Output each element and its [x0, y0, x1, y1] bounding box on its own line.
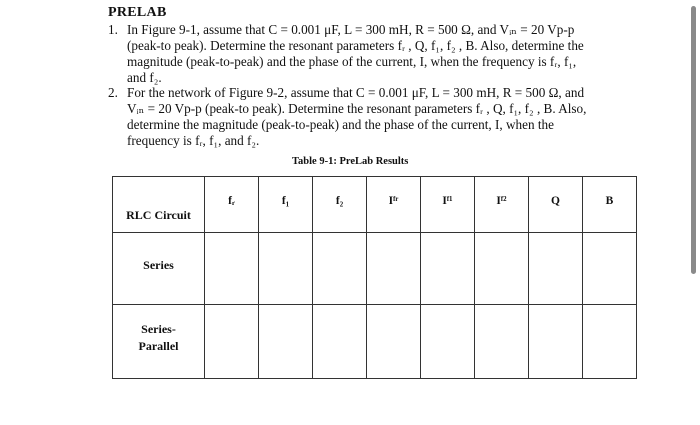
column-header-fr: fᵣ — [205, 177, 259, 233]
row-label-series-parallel — [113, 305, 205, 379]
blank-cell[interactable] — [259, 305, 313, 379]
table-row — [113, 233, 637, 305]
row-label-line: Series- — [141, 322, 176, 336]
blank-cell[interactable] — [583, 233, 637, 305]
prelab-results-table — [112, 176, 637, 379]
blank-cell[interactable] — [259, 233, 313, 305]
blank-cell[interactable] — [313, 305, 367, 379]
vertical-scrollbar[interactable] — [691, 6, 696, 274]
question-line: In Figure 9-1, assume that C = 0.001 μF, L = 300 mH, R = 500 Ω, and Vᵢₙ = 20 Vp-p — [127, 22, 575, 37]
question-line: determine the magnitude (peak-to-peak) and the phase of the current, I, when the — [127, 117, 554, 132]
question-line: For the network of Figure 9-2, assume that C = 0.001 μF, L = 300 mH, R = 500 Ω, and — [127, 85, 585, 100]
blank-cell[interactable] — [583, 305, 637, 379]
blank-cell[interactable] — [367, 233, 421, 305]
column-header-f1: f₁ — [259, 177, 313, 233]
section-heading: PRELAB — [108, 5, 167, 20]
prelab-question-1 — [108, 22, 608, 86]
blank-cell[interactable] — [529, 305, 583, 379]
blank-cell[interactable] — [421, 305, 475, 379]
column-header-f2: f₂ — [313, 177, 367, 233]
blank-cell[interactable] — [205, 305, 259, 379]
question-line: magnitude (peak-to-peak) and the phase of the current, I, when the frequency is fᵣ, f₁, — [127, 54, 577, 69]
blank-cell[interactable] — [313, 233, 367, 305]
question-number: 1. — [108, 22, 118, 37]
row-label-series: Series — [113, 233, 205, 305]
column-header-b: B — [583, 177, 637, 233]
table-header-row — [113, 177, 637, 233]
row-label-line: Parallel — [138, 339, 179, 353]
column-header-rlc-circuit: RLC Circuit — [113, 177, 205, 233]
blank-cell[interactable] — [475, 233, 529, 305]
blank-cell[interactable] — [421, 233, 475, 305]
blank-cell[interactable] — [205, 233, 259, 305]
column-header-if1: Iᶠ¹ — [421, 177, 475, 233]
column-header-ifr: Iᶠʳ — [367, 177, 421, 233]
blank-cell[interactable] — [475, 305, 529, 379]
question-line: and f₂. — [127, 70, 162, 85]
prelab-question-2 — [108, 85, 608, 149]
column-header-if2: Iᶠ² — [475, 177, 529, 233]
blank-cell[interactable] — [529, 233, 583, 305]
question-line: (peak-to peak). Determine the resonant parameters fᵣ , Q, f₁, f₂ , B. Also, determine the — [127, 38, 584, 53]
question-number: 2. — [108, 85, 118, 100]
question-line: Vᵢₙ = 20 Vp-p (peak-to peak). Determine the resonant parameters fᵣ , Q, f₁, f₂ , B. Also, — [127, 101, 587, 116]
column-header-q: Q — [529, 177, 583, 233]
table-row — [113, 305, 637, 379]
blank-cell[interactable] — [367, 305, 421, 379]
question-line: frequency is fᵣ, f₁, and f₂. — [127, 133, 260, 148]
table-caption: Table 9-1: PreLab Results — [292, 156, 409, 167]
